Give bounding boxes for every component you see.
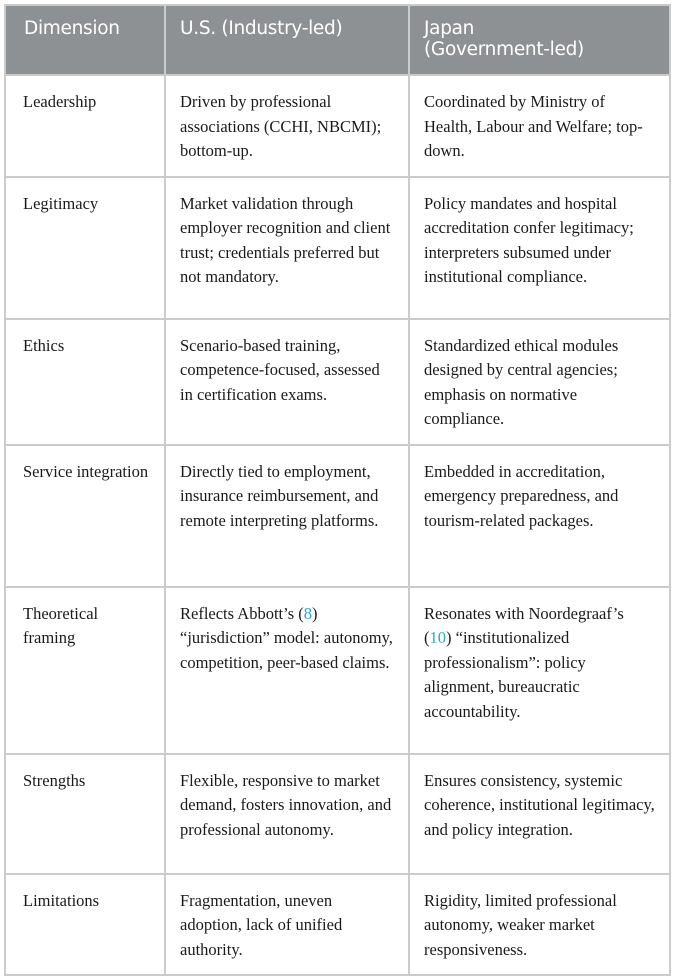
cell-japan: Ensures consistency, systemic coherence, institutional legitimacy, and policy integration.	[409, 754, 670, 874]
citation-link-10[interactable]: 10	[429, 628, 446, 647]
table-row-limitations	[5, 874, 670, 976]
text-after-citation: ) “jurisdiction” model: autonomy, competition, peer-based claims.	[180, 603, 393, 672]
cell-us	[165, 587, 409, 754]
cell-dimension: Ethics	[5, 319, 165, 445]
cell-dimension: Limitations	[5, 874, 165, 976]
cell-japan: Coordinated by Ministry of Health, Labour and Welfare; top-down.	[409, 75, 670, 177]
citation-link-8[interactable]: 8	[303, 603, 312, 623]
cell-japan	[409, 587, 670, 754]
table-row-theoretical-framing	[5, 587, 670, 754]
cell-us: Market validation through employer recognition and client trust; credentials preferred but not mandatory.	[165, 177, 409, 319]
cell-japan: Standardized ethical modules designed by central agencies; emphasis on normative compliance.	[409, 319, 670, 445]
header-japan	[409, 5, 670, 75]
header-row	[5, 5, 670, 75]
header-japan-line1: Japan	[424, 18, 475, 39]
text-before-citation: Resonates with Noordegraaf’s (	[424, 603, 624, 647]
header-dimension: Dimension	[5, 5, 165, 75]
header-japan-line2: (Government-led)	[424, 39, 584, 60]
cell-us: Driven by professional associations (CCHI, NBCMI); bottom-up.	[165, 75, 409, 177]
comparison-table	[4, 4, 671, 976]
cell-japan: Policy mandates and hospital accreditation confer legitimacy; interpreters subsumed under institutional compliance.	[409, 177, 670, 319]
cell-dimension: Strengths	[5, 754, 165, 874]
table-body	[5, 75, 670, 975]
cell-us: Fragmentation, uneven adoption, lack of unified authority.	[165, 874, 409, 976]
cell-japan: Rigidity, limited professional autonomy, weaker market responsiveness.	[409, 874, 670, 976]
header-us: U.S. (Industry-led)	[165, 5, 409, 75]
text-after-citation: ) “institutionalized professionalism”: policy alignment, bureaucratic accountability.	[424, 628, 586, 721]
cell-dimension: Leadership	[5, 75, 165, 177]
cell-us: Flexible, responsive to market demand, fosters innovation, and professional autonomy.	[165, 754, 409, 874]
table-row-ethics	[5, 319, 670, 445]
cell-dimension: Service integration	[5, 445, 165, 587]
table-header	[5, 5, 670, 75]
table-row-legitimacy	[5, 177, 670, 319]
cell-dimension: Theoretical framing	[5, 587, 165, 754]
text-before-citation: Reflects Abbott’s (	[180, 603, 304, 623]
cell-us: Directly tied to employment, insurance reimbursement, and remote interpreting platforms.	[165, 445, 409, 587]
cell-japan: Embedded in accreditation, emergency preparedness, and tourism-related packages.	[409, 445, 670, 587]
table-row-strengths	[5, 754, 670, 874]
table-row-service-integration	[5, 445, 670, 587]
cell-us: Scenario-based training, competence-focused, assessed in certification exams.	[165, 319, 409, 445]
table-row-leadership	[5, 75, 670, 177]
cell-dimension: Legitimacy	[5, 177, 165, 319]
